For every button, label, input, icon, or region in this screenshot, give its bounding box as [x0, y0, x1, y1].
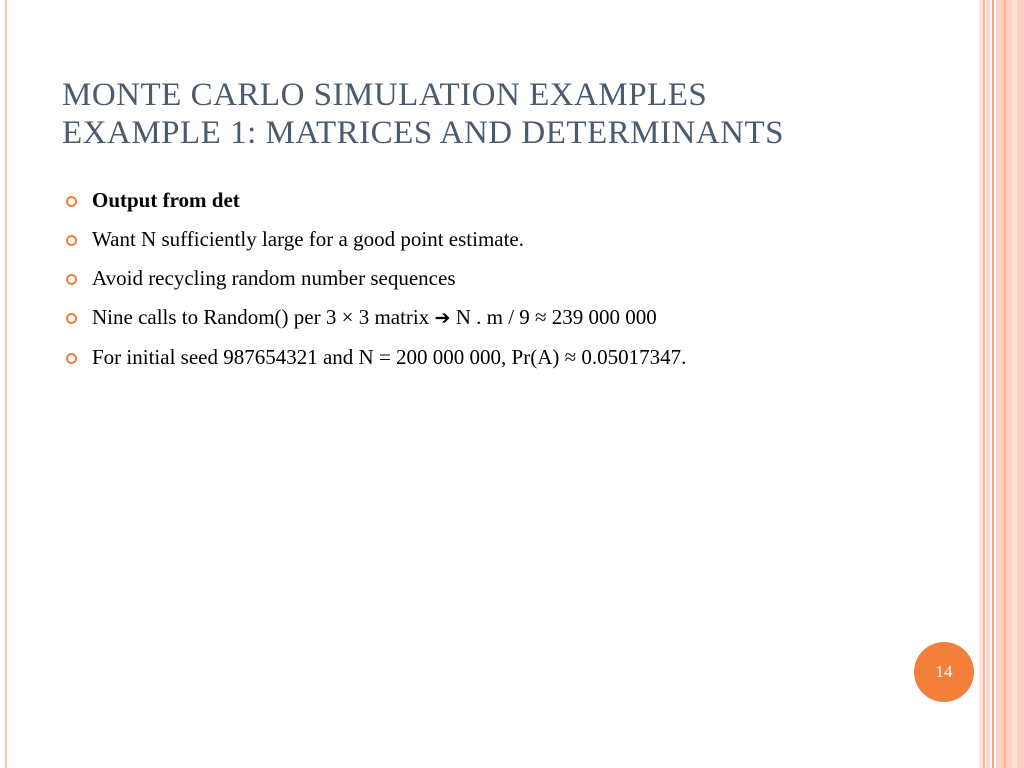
page-number-badge [914, 642, 974, 702]
bullet-text: Nine calls to Random() per 3 × 3 matrix [92, 305, 430, 329]
slide-title-line-1: MONTE CARLO SIMULATION EXAMPLES [62, 77, 708, 113]
bullet-text: N . m / 9 ≈ 239 000 000 [455, 305, 657, 329]
bullet-marker-icon [66, 313, 77, 324]
bullet-text: For initial seed 987654321 and N = 200 000 000, Pr(A) ≈ 0.05017347. [92, 345, 687, 369]
bullet-item [64, 225, 894, 254]
page-number: 14 [935, 662, 953, 681]
slide-title [62, 76, 962, 152]
right-decorative-stripe [1004, 0, 1006, 768]
bullet-text: Avoid recycling random number sequences [92, 266, 456, 290]
slide-title-line-2: EXAMPLE 1: MATRICES AND DETERMINANTS [62, 115, 785, 151]
bullet-text: Want N sufficiently large for a good point estimate. [92, 227, 525, 251]
right-decorative-stripe [992, 0, 994, 768]
bullet-text: Output from det [92, 188, 240, 212]
bullet-marker-icon [66, 274, 77, 285]
right-decorative-stripe [996, 0, 1024, 768]
right-arrow-icon: ➔ [434, 307, 451, 329]
bullet-list [64, 186, 894, 382]
bullet-item [64, 343, 894, 372]
left-border-line [5, 0, 7, 768]
right-decorative-stripe [983, 0, 985, 768]
right-decorative-stripe [986, 0, 990, 768]
bullet-marker-icon [66, 353, 77, 364]
bullet-item [64, 186, 894, 215]
bullet-marker-icon [66, 196, 77, 207]
right-decorative-stripe [1012, 0, 1017, 768]
bullet-item [64, 264, 894, 293]
bullet-item [64, 303, 894, 333]
bullet-marker-icon [66, 235, 77, 246]
